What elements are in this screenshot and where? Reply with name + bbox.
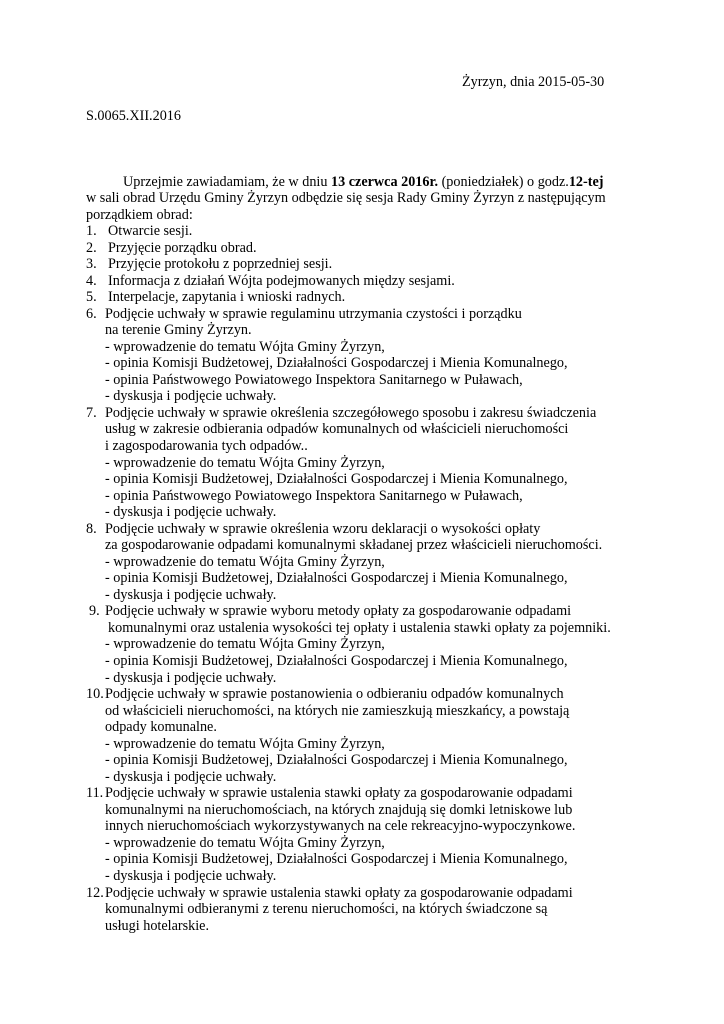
reference-number: S.0065.XII.2016 [86,108,181,124]
agenda-item-10-line-1: Podjęcie uchwały w sprawie postanowienia o odbieraniu odpadów komunalnych [105,686,564,702]
agenda-item-8-number: 8. [86,521,97,537]
agenda-item-10-number: 10. [86,686,104,702]
agenda-item-6-number: 6. [86,306,97,322]
agenda-item-6-sub-1: - wprowadzenie do tematu Wójta Gminy Żyrzyn, [105,339,385,355]
agenda-item-5: Interpelacje, zapytania i wnioski radnych. [108,289,346,305]
intro-line-2: w sali obrad Urzędu Gminy Żyrzyn odbędzie się sesja Rady Gminy Żyrzyn z następującym [86,190,606,206]
intro-line-3: porządkiem obrad: [86,207,193,223]
agenda-item-9-sub-1: - wprowadzenie do tematu Wójta Gminy Żyrzyn, [105,636,385,652]
agenda-item-11-sub-3: - dyskusja i podjęcie uchwały. [105,868,277,884]
agenda-item-7-line-2: usług w zakresie odbierania odpadów komunalnych od właścicieli nieruchomości [105,421,569,437]
agenda-item-3: Przyjęcie protokołu z poprzedniej sesji. [108,256,333,272]
agenda-item-4-number: 4. [86,273,97,289]
agenda-item-8-line-2: za gospodarowanie odpadami komunalnymi składanej przez właścicieli nieruchomości. [105,537,603,553]
agenda-item-10-line-2: od właścicieli nieruchomości, na których nie zamieszkują mieszkańcy, a powstają [105,703,570,719]
agenda-item-6-sub-4: - dyskusja i podjęcie uchwały. [105,388,277,404]
place-date: Żyrzyn, dnia 2015-05-30 [462,74,605,90]
agenda-item-9-line-1: Podjęcie uchwały w sprawie wyboru metody opłaty za gospodarowanie odpadami [105,603,572,619]
intro-line-1 [123,174,604,190]
agenda-item-8-sub-3: - dyskusja i podjęcie uchwały. [105,587,277,603]
agenda-item-6-line-1: Podjęcie uchwały w sprawie regulaminu utrzymania czystości i porządku [105,306,522,322]
agenda-item-10-sub-2: - opinia Komisji Budżetowej, Działalności Gospodarczej i Mienia Komunalnego, [105,752,568,768]
agenda-item-7-sub-2: - opinia Komisji Budżetowej, Działalności Gospodarczej i Mienia Komunalnego, [105,471,568,487]
intro-text-2: (poniedziałek) o godz. [438,174,569,190]
agenda-item-11-line-3: innych nieruchomościach wykorzystywanych na cele rekreacyjno-wypoczynkowe. [105,818,576,834]
agenda-item-6-line-2: na terenie Gminy Żyrzyn. [105,322,252,338]
agenda-item-7-line-1: Podjęcie uchwały w sprawie określenia szczegółowego sposobu i zakresu świadczenia [105,405,597,421]
agenda-item-7-sub-3: - opinia Państwowego Powiatowego Inspektora Sanitarnego w Puławach, [105,488,523,504]
agenda-item-10-sub-3: - dyskusja i podjęcie uchwały. [105,769,277,785]
agenda-item-11-number: 11. [86,785,104,801]
agenda-item-8-sub-2: - opinia Komisji Budżetowej, Działalności Gospodarczej i Mienia Komunalnego, [105,570,568,586]
agenda-item-7-number: 7. [86,405,97,421]
intro-text-1: Uprzejmie zawiadamiam, że w dniu [123,174,331,190]
agenda-item-7-sub-1: - wprowadzenie do tematu Wójta Gminy Żyrzyn, [105,455,385,471]
agenda-item-11-sub-1: - wprowadzenie do tematu Wójta Gminy Żyrzyn, [105,835,385,851]
agenda-item-12-line-1: Podjęcie uchwały w sprawie ustalenia stawki opłaty za gospodarowanie odpadami [105,885,573,901]
agenda-item-10-line-3: odpady komunalne. [105,719,217,735]
agenda-item-8-sub-1: - wprowadzenie do tematu Wójta Gminy Żyrzyn, [105,554,385,570]
agenda-item-7-sub-4: - dyskusja i podjęcie uchwały. [105,504,277,520]
agenda-item-12-line-2: komunalnymi odbieranymi z terenu nieruchomości, na których świadczone są [105,901,548,917]
session-date: 13 czerwca 2016r. [331,174,439,190]
agenda-item-6-sub-2: - opinia Komisji Budżetowej, Działalności Gospodarczej i Mienia Komunalnego, [105,355,568,371]
agenda-item-9-number: 9. [89,603,100,619]
agenda-item-12-number: 12. [86,885,104,901]
agenda-item-4: Informacja z działań Wójta podejmowanych między sesjami. [108,273,455,289]
agenda-item-11-line-1: Podjęcie uchwały w sprawie ustalenia stawki opłaty za gospodarowanie odpadami [105,785,573,801]
session-hour: 12-tej [568,174,604,190]
agenda-item-11-sub-2: - opinia Komisji Budżetowej, Działalności Gospodarczej i Mienia Komunalnego, [105,851,568,867]
agenda-item-10-sub-1: - wprowadzenie do tematu Wójta Gminy Żyrzyn, [105,736,385,752]
agenda-item-9-line-2: komunalnymi oraz ustalenia wysokości tej opłaty i ustalenia stawki opłaty za pojemniki. [108,620,611,636]
agenda-item-1-number: 1. [86,223,97,239]
agenda-item-11-line-2: komunalnymi na nieruchomościach, na których znajdują się domki letniskowe lub [105,802,573,818]
agenda-item-9-sub-2: - opinia Komisji Budżetowej, Działalności Gospodarczej i Mienia Komunalnego, [105,653,568,669]
agenda-item-1: Otwarcie sesji. [108,223,193,239]
agenda-item-7-line-3: i zagospodarowania tych odpadów.. [105,438,308,454]
agenda-item-2: Przyjęcie porządku obrad. [108,240,257,256]
agenda-item-9-sub-3: - dyskusja i podjęcie uchwały. [105,670,277,686]
agenda-item-8-line-1: Podjęcie uchwały w sprawie określenia wzoru deklaracji o wysokości opłaty [105,521,541,537]
agenda-item-12-line-3: usługi hotelarskie. [105,918,210,934]
agenda-item-5-number: 5. [86,289,97,305]
agenda-item-2-number: 2. [86,240,97,256]
agenda-item-6-sub-3: - opinia Państwowego Powiatowego Inspektora Sanitarnego w Puławach, [105,372,523,388]
agenda-item-3-number: 3. [86,256,97,272]
